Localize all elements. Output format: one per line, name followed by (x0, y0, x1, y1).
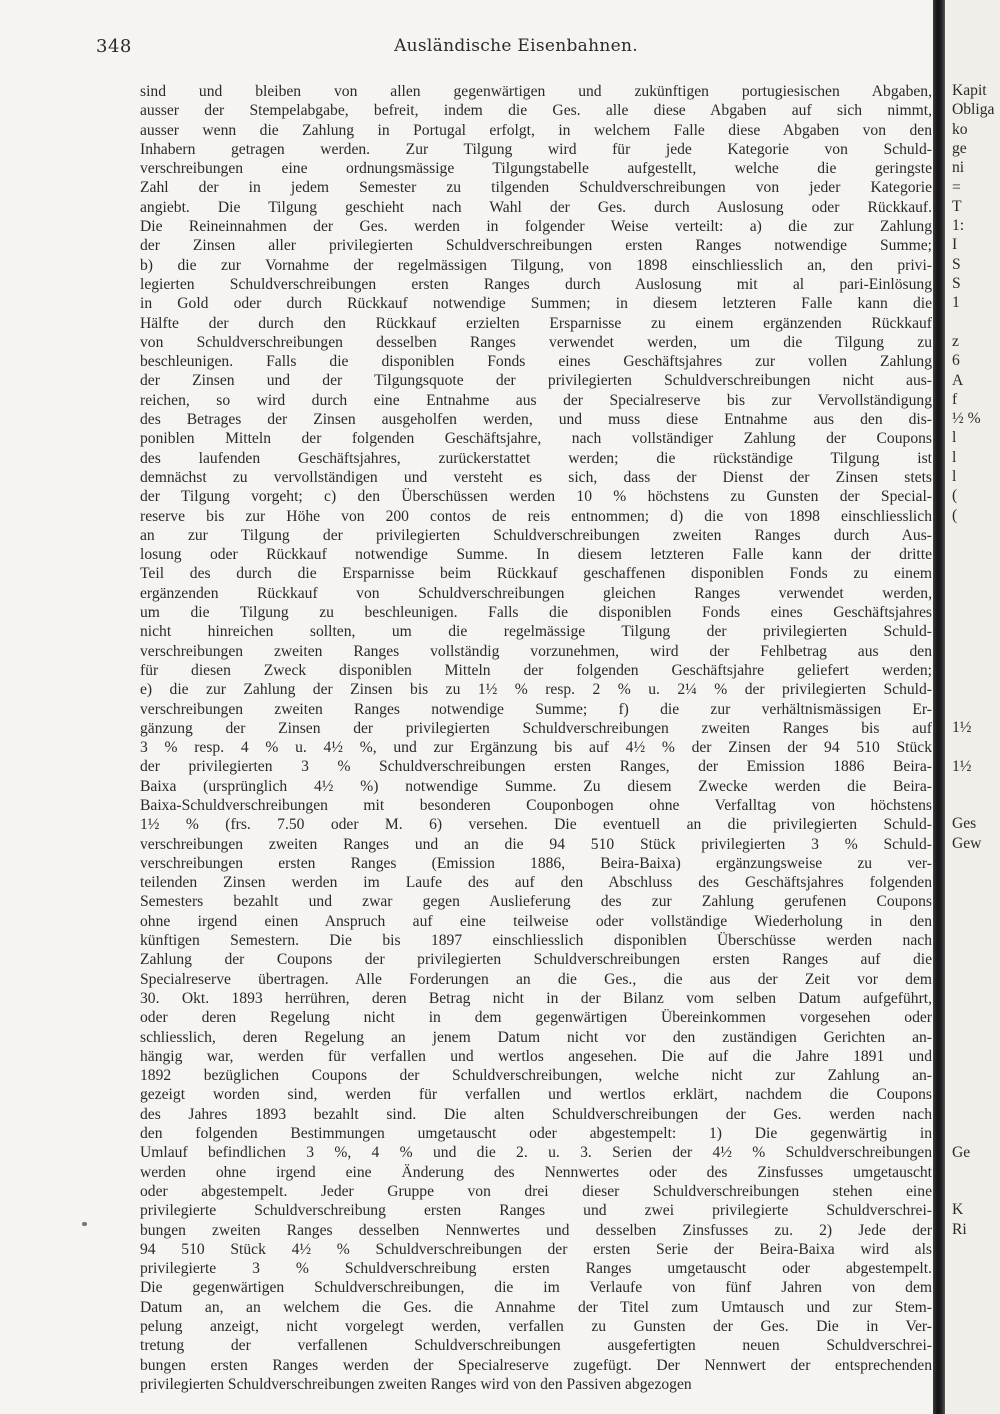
text-line: verschreibungen ersten Ranges (Emission 1886, Beira-Baixa) ergänzungsweise zu ver- (140, 854, 932, 872)
margin-fragment: ko (952, 120, 968, 138)
text-line: sind und bleiben von allen gegenwärtigen und zukünftigen portugiesischen Abgaben, (140, 83, 932, 100)
text-line: der Zinsen und der Tilgungsquote der privilegierten Schuldverschreibungen nicht aus- (140, 372, 932, 390)
text-line: von Schuldverschreibungen desselben Ranges verwendet werden, um die Tilgung zu (140, 333, 932, 351)
text-line: Die Reineinnahmen der Ges. werden in folgender Weise verteilt: a) die zur Zahlung (140, 218, 932, 236)
text-line: Umlauf befindlichen 3 %, 4 % und die 2. u. 3. Serien der 4½ % Schuldverschreibungen (140, 1144, 932, 1162)
text-line: des laufenden Geschäftsjahres, zurückerstattet werden; die rückständige Tilgung ist (140, 449, 932, 467)
margin-fragment: A (952, 371, 964, 389)
text-line: angiebt. Die Tilgung geschieht nach Wahl der Ges. durch Auslosung oder Rückkauf. (140, 198, 932, 216)
margin-fragment: Obliga (952, 101, 995, 119)
margin-fragment: 6 (952, 352, 960, 370)
text-line: werden ohne irgend eine Änderung des Nennwertes oder des Zinsfusses umgetauscht (140, 1163, 932, 1181)
text-line: teilenden Zinsen werden im Laufe des auf den Abschluss des Geschäftsjahres folgenden (140, 874, 932, 892)
margin-fragment: 1: (952, 217, 965, 235)
text-line: privilegierten Schuldverschreibungen zweiten Ranges wird von den Passiven abgezogen (140, 1375, 692, 1393)
text-line: Specialreserve übertragen. Alle Forderungen an die Ges., die aus der Zeit vor dem (140, 970, 932, 988)
margin-fragment: ni (952, 159, 965, 177)
text-line: reserve bis zur Höhe von 200 contos de reis entnommen; d) die von 1898 einschliesslich (140, 507, 932, 525)
margin-fragment: S (952, 275, 961, 292)
text-line: b) die zur Vornahme der regelmässigen Tilgung, von 1898 einschliesslich an, den privi- (140, 256, 932, 274)
margin-fragment: Ges (952, 815, 977, 833)
text-line: der Tilgung vorgeht; c) den Überschüssen werden 10 % höchstens zu Gunsten der Special- (140, 488, 932, 506)
text-line: Inhabern getragen werden. Zur Tilgung wird für jede Kategorie von Schuld- (140, 140, 932, 158)
text-line: Die gegenwärtigen Schuldverschreibungen, die im Verlaufe von fünf Jahren von dem (140, 1279, 932, 1297)
margin-fragment: Gew (952, 834, 982, 852)
text-line: demnächst zu vervollständigen und versteht es sich, dass der Dienst der Zinsen stets (140, 468, 932, 486)
scan-speck (82, 1222, 87, 1226)
text-line: der Zinsen aller privilegierten Schuldverschreibungen ersten Ranges notwendige Summe; (140, 237, 932, 255)
text-line: e) die zur Zahlung der Zinsen bis zu 1½ % resp. 2 % u. 2¼ % der privilegierten Schuld- (140, 681, 932, 699)
margin-fragment: 1 (952, 294, 960, 312)
text-line: 30. Okt. 1893 herrühren, deren Betrag nicht in der Bilanz vom selben Datum aufgeführt, (140, 989, 932, 1007)
text-line: privilegierte 3 % Schuldverschreibung ersten Ranges umgetauscht oder abgestempelt. (140, 1260, 932, 1278)
text-line: um die Tilgung zu beschleunigen. Falls die disponiblen Fonds eines Geschäftsjahres (140, 604, 932, 622)
text-line: in Gold oder durch Rückkauf notwendige Summen; in diesem letzteren Falle kann die (140, 295, 932, 313)
text-line: beschleunigen. Falls die disponiblen Fonds eines Geschäftsjahres zur vollen Zahlung (140, 353, 932, 371)
text-line: an zur Tilgung der privilegierten Schuldverschreibungen zweiten Ranges durch Aus- (140, 526, 932, 544)
text-line: bungen ersten Ranges werden der Specialreserve zugefügt. Der Nennwert der entsprechenden (140, 1356, 932, 1374)
text-line: 94 510 Stück 4½ % Schuldverschreibungen der ersten Serie der Beira-Baixa wird als (140, 1240, 932, 1258)
text-line: privilegierte Schuldverschreibung ersten Ranges und zwei privilegierte Schuldverschrei- (140, 1202, 932, 1220)
text-line: schliesslich, deren Regelung an jenem Datum nicht vor den zuständigen Gerichten an- (140, 1028, 932, 1046)
text-line: reichen, so wird durch eine Entnahme aus der Specialreserve bis zur Vervollständigung (140, 391, 932, 409)
binding-gutter (933, 0, 945, 1414)
margin-fragment: l (952, 448, 957, 466)
text-line: pelung anzeigt, nicht vorgelegt werden, verfallen zu Gunsten der Ges. Die in Ver- (140, 1318, 932, 1335)
text-line: ausser wenn die Zahlung in Portugal erfolgt, in welchem Falle diese Abgaben von den (140, 121, 932, 139)
margin-fragment: 1½ (952, 718, 972, 736)
text-line: verschreibungen zweiten Ranges vollständig vorzunehmen, wird der Fehlbetrag aus den (140, 642, 932, 660)
text-line: Hälfte der durch den Rückkauf erzielten Ersparnisse zu einem ergänzenden Rückkauf (140, 314, 932, 332)
text-line: Zahlung der Coupons der privilegierten Schuldverschreibungen ersten Ranges auf die (140, 951, 932, 969)
text-line: künftigen Semestern. Die bis 1897 einschliesslich disponiblen Überschüsse werden nach (140, 932, 932, 950)
text-line: 1½ % (frs. 7.50 oder M. 6) versehen. Die eventuell an die privilegierten Schuld- (140, 816, 932, 834)
running-title: Ausländische Eisenbahnen. (394, 36, 638, 56)
margin-fragment: Ri (952, 1220, 967, 1238)
margin-fragment: ( (952, 506, 958, 524)
text-line: oder abgestempelt. Jeder Gruppe von drei dieser Schuldverschreibungen stehen eine (140, 1182, 932, 1200)
margin-fragment: K (952, 1201, 964, 1219)
margin-fragment: ge (952, 139, 967, 157)
body-text (140, 82, 932, 1394)
margin-fragment: ( (952, 487, 958, 505)
text-line: ausser der Stempelabgabe, befreit, indem die Ges. alle diese Abgaben auf sich nimmt, (140, 102, 932, 120)
text-line: ergänzenden Rückkauf von Schuldverschreibungen gleichen Ranges verwendet werden, (140, 584, 932, 602)
page-number: 348 (96, 36, 132, 57)
margin-fragment: ½ % (952, 410, 981, 428)
margin-fragment: Kapit (952, 82, 987, 99)
text-line: bungen zweiten Ranges desselben Nennwertes und desselben Zinsfusses zu. 2) Jede der (140, 1221, 932, 1239)
text-line: 3 % resp. 4 % u. 4½ %, und zur Ergänzung bis auf 4½ % der Zinsen der 94 510 Stück (140, 739, 932, 757)
text-line: verschreibungen eine ordnungsmässige Tilgungstabelle aufgestellt, welche die geringste (140, 160, 932, 178)
margin-fragment: T (952, 197, 962, 215)
margin-fragment: I (952, 236, 958, 254)
text-line: für diesen Zweck disponiblen Mitteln der folgenden Geschäftsjahre geliefert werden; (140, 661, 932, 679)
text-line: gänzung der Zinsen der privilegierten Schuldverschreibungen zweiten Ranges bis auf (140, 719, 932, 737)
margin-fragment: 1½ (952, 757, 972, 775)
text-line: verschreibungen zweiten Ranges notwendige Summe; f) die zur verhältnismässigen Er- (140, 700, 932, 718)
margin-fragment: Ge (952, 1143, 971, 1161)
text-line: Datum an, an welchem die Ges. die Annahme der Titel zum Umtausch und zur Stem- (140, 1298, 932, 1316)
text-line: tretung der verfallenen Schuldverschreibungen ausgefertigten neuen Schuldverschrei- (140, 1337, 932, 1355)
text-line: Zahl der in jedem Semester zu tilgenden Schuldverschreibungen von jeder Kategorie (140, 179, 932, 197)
text-line: Baixa-Schuldverschreibungen mit besonderen Couponbogen ohne Verfalltag von höchstens (140, 796, 932, 814)
margin-fragment: S (952, 255, 961, 273)
text-line: hängig war, werden für verfallen und wertlos angesehen. Die auf die Jahre 1891 und (140, 1047, 932, 1065)
text-line: des Jahres 1893 bezahlt sind. Die alten Schuldverschreibungen der Ges. werden nach (140, 1105, 932, 1123)
text-line: oder deren Regelung nicht in dem gegenwärtigen Übereinkommen vorgesehen oder (140, 1009, 932, 1027)
text-line: losung oder Rückkauf notwendige Summe. In diesem letzteren Falle kann der dritte (140, 546, 932, 564)
text-line: des Betrages der Zinsen ausgeholfen werden, und muss diese Entnahme aus den dis- (140, 411, 932, 429)
text-line: poniblen Mitteln der folgenden Geschäftsjahre, nach vollständiger Zahlung der Coupons (140, 430, 932, 448)
text-line: 1892 bezüglichen Coupons der Schuldverschreibungen, welche nicht zur Zahlung an- (140, 1067, 932, 1085)
margin-fragment: = (952, 178, 961, 196)
text-line: Semesters bezahlt und zwar gegen Auslieferung des zur Zahlung gerufenen Coupons (140, 893, 932, 911)
text-line: der privilegierten 3 % Schuldverschreibungen ersten Ranges, der Emission 1886 Beira- (140, 758, 932, 776)
text-line: nicht hinreichen sollten, um die regelmässige Tilgung der privilegierten Schuld- (140, 623, 932, 641)
margin-fragment: f (952, 390, 958, 408)
text-line: den folgenden Bestimmungen umgetauscht oder abgestempelt: 1) Die gegenwärtig in (140, 1125, 932, 1143)
margin-fragment: l (952, 468, 957, 485)
text-line: gezeigt worden sind, werden für verfallen und wertlos erklärt, nachdem die Coupons (140, 1086, 932, 1104)
margin-fragment: l (952, 429, 957, 447)
text-line: Teil des durch die Ersparnisse beim Rückkauf geschaffenen disponiblen Fonds zu einem (140, 565, 932, 583)
text-line: verschreibungen zweiten Ranges und an die 94 510 Stück privilegierten 3 % Schuld- (140, 835, 932, 853)
page-header (96, 36, 936, 60)
margin-fragment: z (952, 332, 959, 350)
text-line: legierten Schuldverschreibungen ersten Ranges durch Auslosung mit al pari-Einlösung (140, 275, 932, 293)
text-line: Baixa (ursprünglich 4½ %) notwendige Summe. Zu diesem Zwecke werden die Beira- (140, 777, 932, 795)
text-line: ohne irgend einen Anspruch auf eine teilweise oder vollständige Wiederholung in den (140, 912, 932, 930)
